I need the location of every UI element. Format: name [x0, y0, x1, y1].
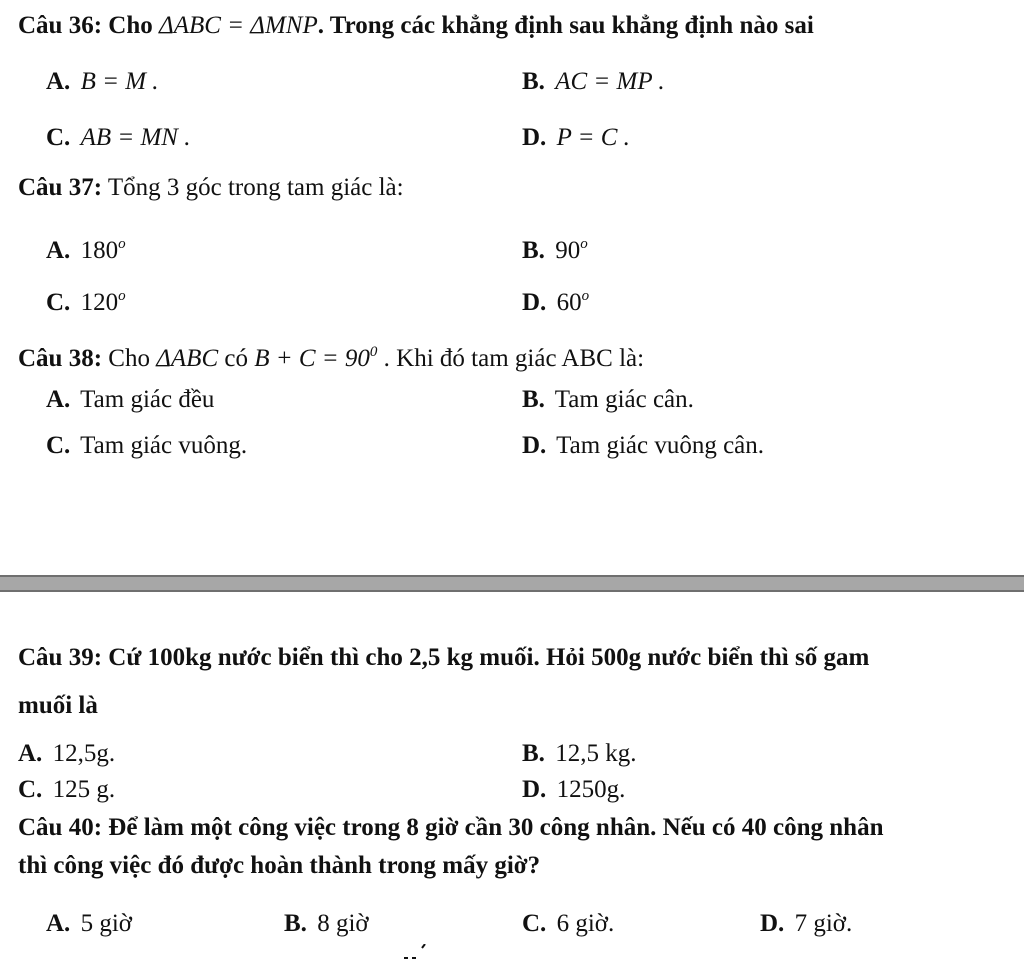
- option-40-b: [284, 910, 369, 938]
- option-37-d: [522, 282, 589, 317]
- option-39-c: [18, 776, 115, 804]
- option-value: AB = MN .: [80, 124, 191, 151]
- option-letter: C.: [522, 910, 547, 937]
- option-37-c: [46, 282, 126, 317]
- option-value: Tam giác vuông cân.: [556, 432, 765, 459]
- question-math: ΔABC: [156, 345, 219, 372]
- degree-sup: o: [581, 288, 590, 304]
- question-40-line2: [18, 852, 540, 880]
- option-38-b: [522, 386, 694, 414]
- option-value: B = M .: [80, 68, 159, 95]
- question-36: [18, 12, 814, 40]
- option-letter: D.: [522, 776, 547, 803]
- degree-sup: o: [580, 236, 588, 252]
- question-text: . Khi đó tam giác ABC là:: [377, 345, 645, 372]
- option-letter: C.: [18, 776, 43, 803]
- question-39-line2: [18, 692, 98, 720]
- option-39-b: [522, 740, 636, 768]
- option-letter: D.: [760, 910, 785, 937]
- option-value: 12,5 kg.: [555, 740, 637, 767]
- option-letter: D.: [522, 124, 547, 151]
- option-value: 125 g.: [52, 776, 116, 803]
- option-38-a: [46, 386, 214, 414]
- question-label: Câu 37:: [18, 174, 103, 201]
- option-value: 1250g.: [556, 776, 626, 803]
- question-text: có: [218, 345, 255, 372]
- question-text: Cho: [102, 12, 160, 39]
- question-label: Câu 40:: [18, 814, 103, 841]
- page-divider: [0, 575, 1024, 592]
- option-value: 60: [556, 289, 582, 316]
- question-text: Để làm một công việc trong 8 giờ cần 30 công nhân. Nếu có 40 công nhân: [102, 814, 884, 841]
- option-letter: B.: [522, 237, 545, 264]
- option-value: P = C .: [556, 124, 630, 151]
- option-value: Tam giác vuông.: [80, 432, 248, 459]
- option-37-a: [46, 230, 126, 265]
- option-38-c: [46, 432, 247, 460]
- question-math: ΔABC = ΔMNP: [159, 12, 318, 39]
- option-36-b: [522, 68, 665, 96]
- question-text: . Trong các khẳng định sau khẳng định nào sai: [317, 12, 814, 39]
- option-36-a: [46, 68, 159, 96]
- option-40-a: [46, 910, 132, 938]
- option-40-c: [522, 910, 614, 938]
- question-text: Tổng 3 góc trong tam giác là:: [102, 174, 404, 201]
- option-value: 12,5g.: [52, 740, 116, 767]
- question-text: thì công việc đó được hoàn thành trong mấy giờ?: [18, 852, 541, 879]
- degree-sup: o: [118, 288, 126, 304]
- option-40-d: [760, 910, 852, 938]
- degree-sup: o: [118, 236, 126, 252]
- option-letter: B.: [284, 910, 307, 937]
- cropped-text-fragment: [402, 944, 428, 960]
- option-letter: B.: [522, 740, 545, 767]
- option-letter: A.: [46, 68, 71, 95]
- option-39-a: [18, 740, 115, 768]
- option-value: 180: [80, 237, 119, 264]
- question-label: Câu 39:: [18, 644, 103, 671]
- option-value: 7 giờ.: [794, 910, 853, 937]
- question-40: [18, 814, 884, 842]
- option-value: 5 giờ: [80, 910, 132, 937]
- question-text: Cứ 100kg nước biển thì cho 2,5 kg muối. Hỏi 500g nước biển thì số gam: [102, 644, 870, 671]
- option-value: 90: [555, 237, 581, 264]
- option-letter: D.: [522, 289, 547, 316]
- question-math: B + C = 90: [254, 345, 370, 372]
- option-letter: B.: [522, 68, 545, 95]
- option-letter: A.: [46, 237, 71, 264]
- question-37: [18, 174, 404, 202]
- option-39-d: [522, 776, 625, 804]
- option-value: 8 giờ: [317, 910, 369, 937]
- option-letter: C.: [46, 432, 71, 459]
- option-37-b: [522, 230, 588, 265]
- question-39: [18, 644, 869, 672]
- option-36-c: [46, 124, 190, 152]
- option-letter: C.: [46, 124, 71, 151]
- option-letter: A.: [46, 910, 71, 937]
- question-38: [18, 338, 644, 373]
- question-sup: 0: [369, 344, 378, 360]
- option-value: Tam giác đều: [80, 386, 215, 413]
- option-36-d: [522, 124, 630, 152]
- option-38-d: [522, 432, 764, 460]
- option-letter: D.: [522, 432, 547, 459]
- option-letter: B.: [522, 386, 545, 413]
- option-letter: A.: [46, 386, 71, 413]
- option-value: Tam giác cân.: [554, 386, 694, 413]
- option-value: 6 giờ.: [556, 910, 615, 937]
- option-letter: A.: [18, 740, 43, 767]
- option-letter: C.: [46, 289, 71, 316]
- option-value: AC = MP .: [555, 68, 665, 95]
- question-text: Cho: [102, 345, 157, 372]
- question-text: muối là: [18, 692, 98, 719]
- option-value: 120: [80, 289, 119, 316]
- question-label: Câu 36:: [18, 12, 103, 39]
- question-label: Câu 38:: [18, 345, 103, 372]
